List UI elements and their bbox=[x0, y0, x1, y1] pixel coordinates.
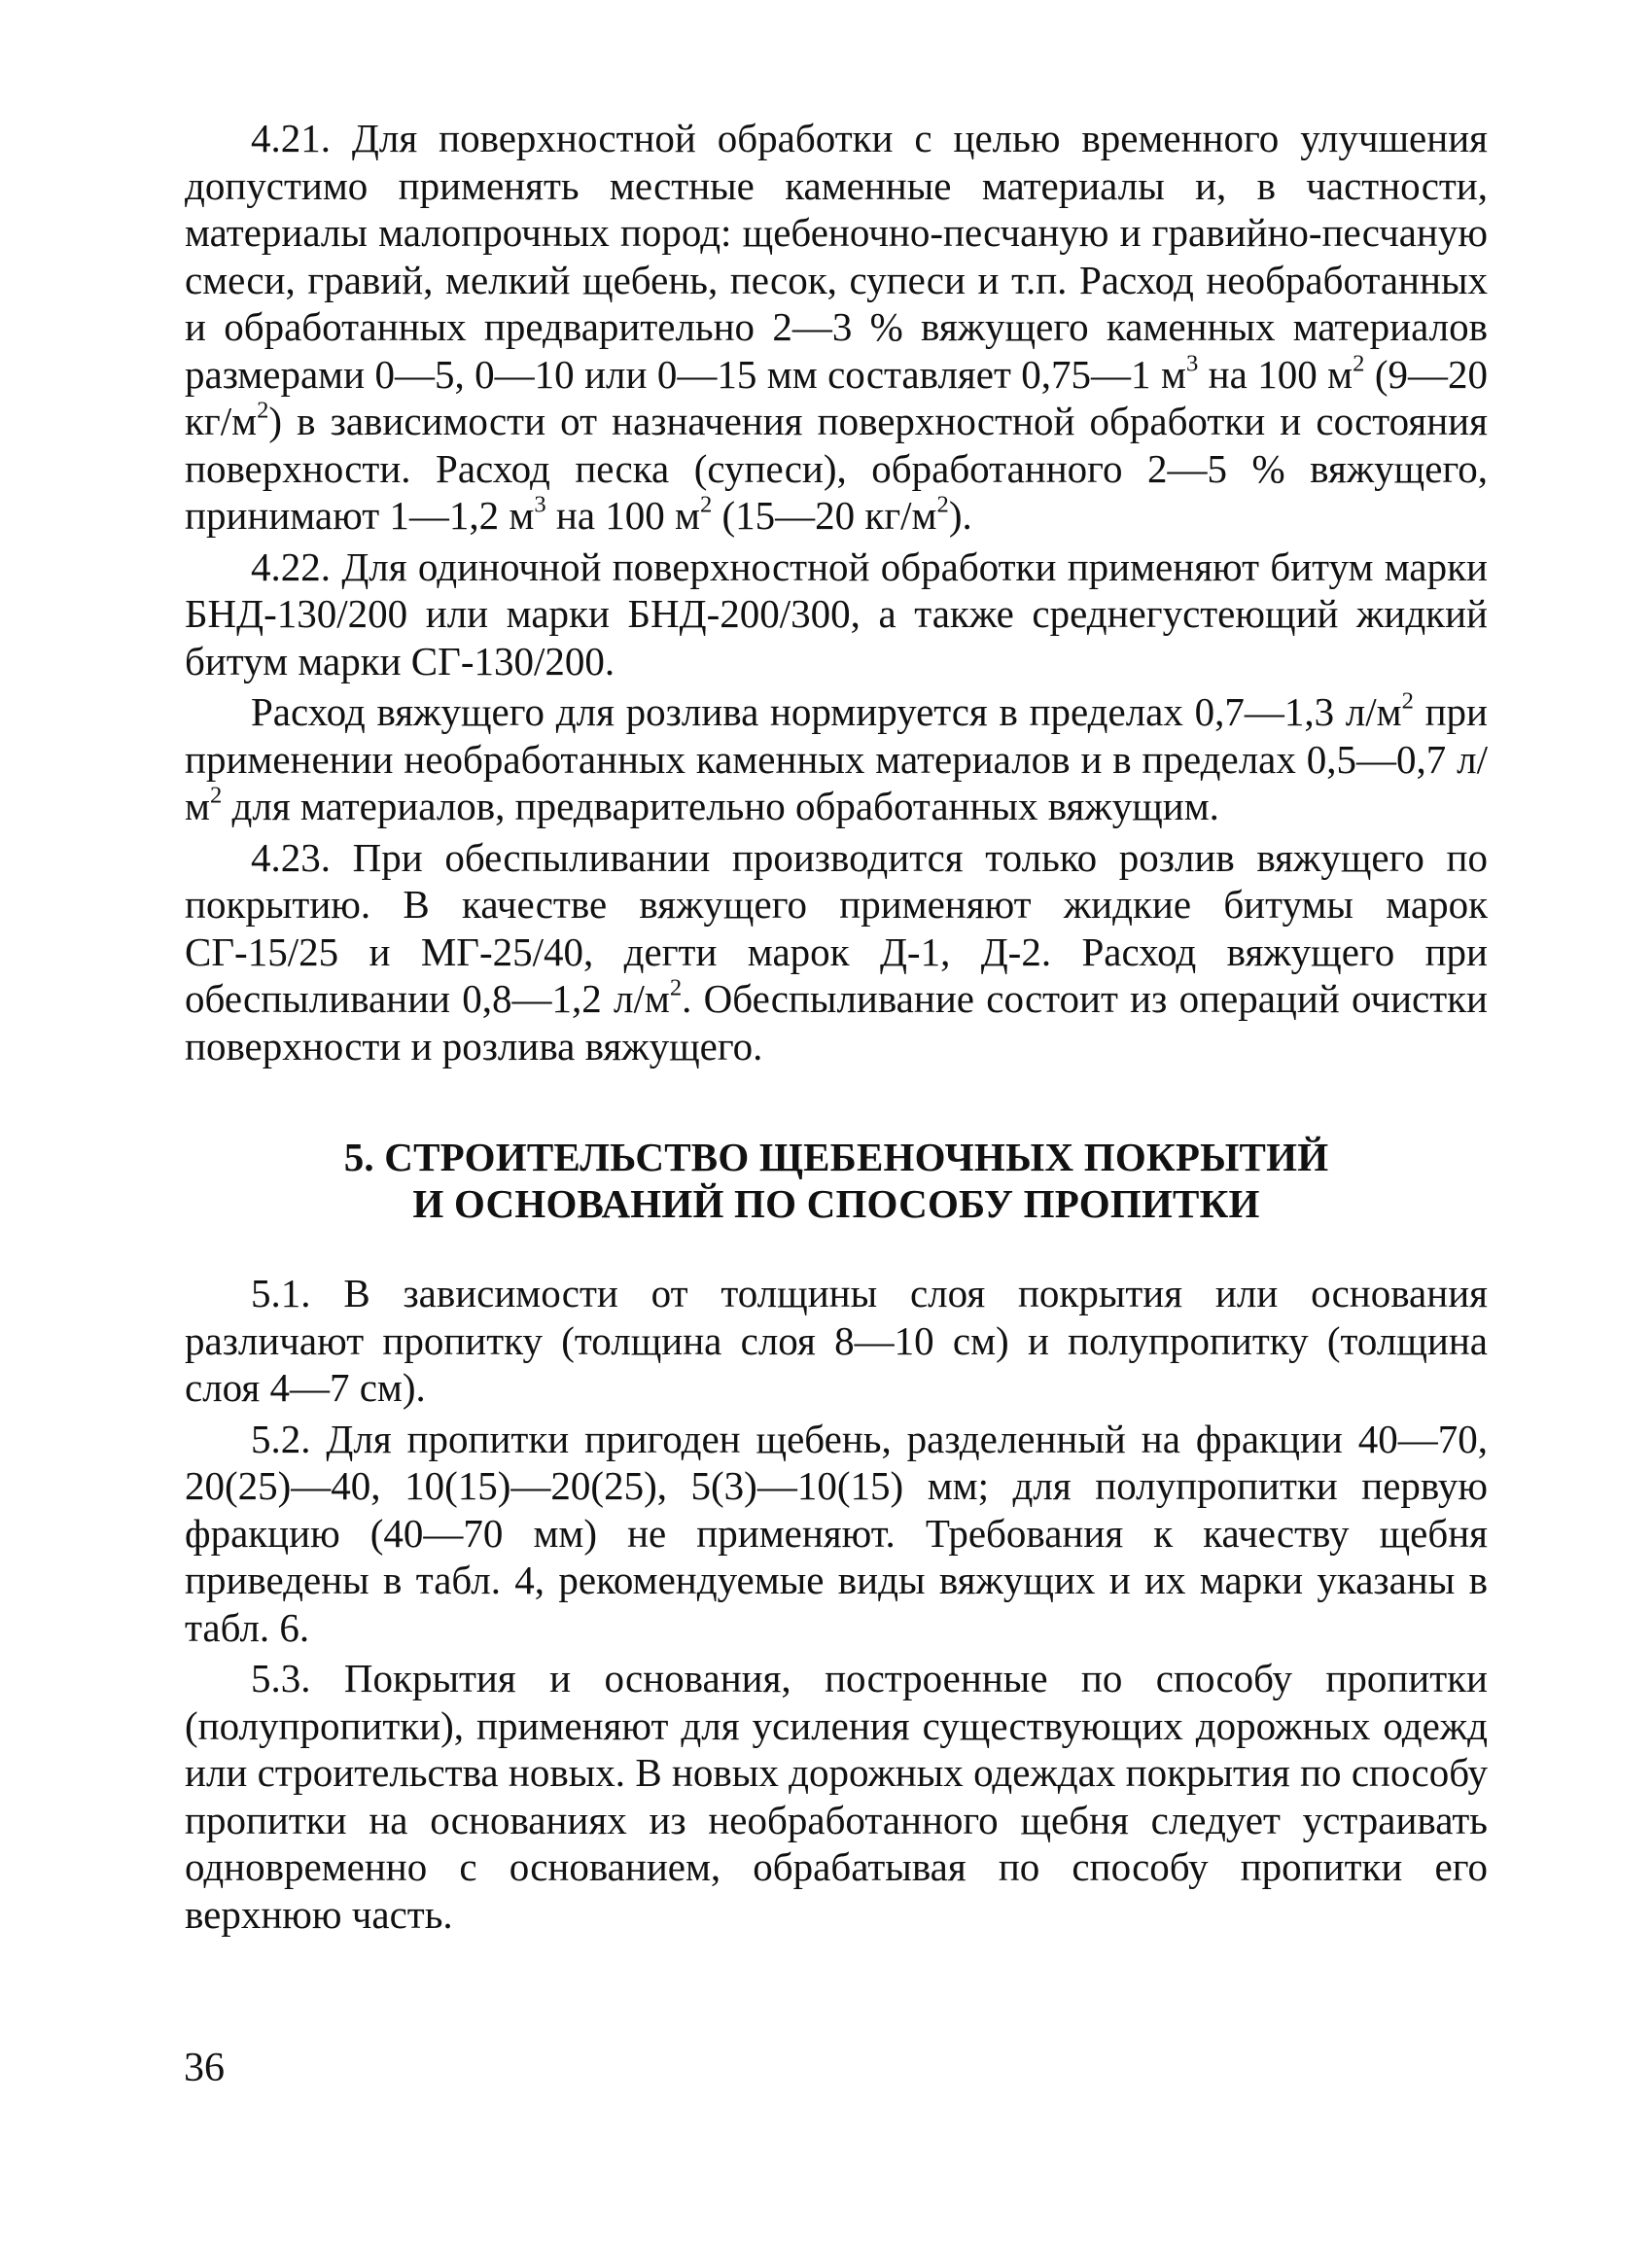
superscript: 2 bbox=[936, 491, 949, 518]
paragraph-text: ) в зависимости от назначения поверхностной обработки и состояния поверхности. Расход песка (супеси), обработанного 2—5 % вяжущего, принимают 1—1,2 м bbox=[185, 399, 1488, 538]
superscript: 2 bbox=[209, 782, 223, 809]
superscript: 2 bbox=[257, 397, 269, 424]
paragraph-text: на 100 м bbox=[1198, 351, 1353, 397]
paragraph-p-5-3 bbox=[185, 1655, 1488, 1938]
superscript: 2 bbox=[1353, 349, 1365, 376]
paragraphs-after-section bbox=[185, 1270, 1488, 1938]
paragraph-p-4-21 bbox=[185, 115, 1488, 540]
superscript: 2 bbox=[699, 491, 713, 518]
page-number: 36 bbox=[184, 2046, 225, 2090]
paragraph-text: (15—20 кг/м bbox=[712, 493, 937, 538]
paragraph-text: Расход вяжущего для розлива нормируется в пределах 0,7—1,3 л/м bbox=[251, 689, 1402, 734]
paragraph-text: при применении необработанных каменных материалов и в пределах 0,5—0,7 л/м bbox=[185, 689, 1489, 828]
paragraph-text: . Обеспыливание состоит из операций очистки поверхности и розлива вяжущего. bbox=[185, 976, 1488, 1069]
paragraph-text: 5.3. Покрытия и основания, построенные по способу пропитки (полупропитки), применяют для усиления существующих дорожных одежд или строительства новых. В новых дорожных одеждах покрытия по способу пропитки на основаниях из необработанного щебня следует устраивать одновременно с основанием, обрабатывая по способу пропитки его верхнюю часть. bbox=[185, 1656, 1488, 1937]
paragraph-p-4-23 bbox=[185, 834, 1488, 1070]
paragraph-text: 4.23. При обеспыливании производится только розлив вяжущего по покрытию. В качестве вяжущего применяют жидкие битумы марок СГ-15/25 и МГ-25/40, дегти марок Д-1, Д-2. Расход вяжущего при обеспыливании 0,8—1,2 л/м bbox=[185, 834, 1488, 1021]
section-heading-line-1: 5. СТРОИТЕЛЬСТВО ЩЕБЕНОЧНЫХ ПОКРЫТИЙ bbox=[343, 1135, 1329, 1179]
paragraph-text: 4.22. Для одиночной поверхностной обработки применяют битум марки БНД-130/200 или марки БНД-200/300, а также среднегустеющий жидкий битум марки СГ-130/200. bbox=[185, 543, 1488, 683]
section-heading bbox=[185, 1134, 1488, 1227]
paragraph-text: ). bbox=[948, 493, 972, 538]
paragraph-text: 5.1. В зависимости от толщины слоя покрытия или основания различают пропитку (толщина слоя 8—10 см) и полупропитку (толщина слоя 4—7 см). bbox=[185, 1271, 1488, 1410]
paragraph-text: на 100 м bbox=[545, 493, 700, 538]
paragraph-text: (9—20 кг/м bbox=[185, 351, 1488, 443]
superscript: 2 bbox=[669, 974, 683, 1001]
paragraph-p-4-22-b bbox=[185, 688, 1488, 830]
paragraph-p-4-22 bbox=[185, 543, 1488, 685]
superscript: 3 bbox=[534, 491, 546, 518]
section-heading-line-2: И ОСНОВАНИЙ ПО СПОСОБУ ПРОПИТКИ bbox=[412, 1181, 1260, 1226]
superscript: 2 bbox=[1401, 687, 1414, 715]
paragraph-text: 4.21. Для поверхностной обработки с целью временного улучшения допустимо применять местные каменные материалы и, в частности, материалы малопрочных пород: щебеночно-песчаную и гравийно-песчаную смеси, гравий, мелкий щебень, песок, супеси и т.п. Расход необработанных и обработанных предварительно 2—3 % вяжущего каменных материалов размерами 0—5, 0—10 или 0—15 мм составляет 0,75—1 м bbox=[185, 116, 1488, 397]
paragraph-p-5-1 bbox=[185, 1270, 1488, 1412]
superscript: 3 bbox=[1185, 349, 1199, 376]
paragraph-p-5-2 bbox=[185, 1416, 1488, 1652]
paragraph-text: 5.2. Для пропитки пригоден щебень, разделенный на фракции 40—70, 20(25)—40, 10(15)—20(25), 5(3)—10(15) мм; для полупропитки первую фракцию (40—70 мм) не применяют. Требования к качеству щебня приведены в табл. 4, рекомендуемые виды вяжущих и их марки указаны в табл. 6. bbox=[185, 1416, 1488, 1650]
paragraph-text: для материалов, предварительно обработанных вяжущим. bbox=[222, 784, 1219, 828]
page-content bbox=[185, 115, 1488, 1938]
paragraphs-before-section bbox=[185, 115, 1488, 1069]
